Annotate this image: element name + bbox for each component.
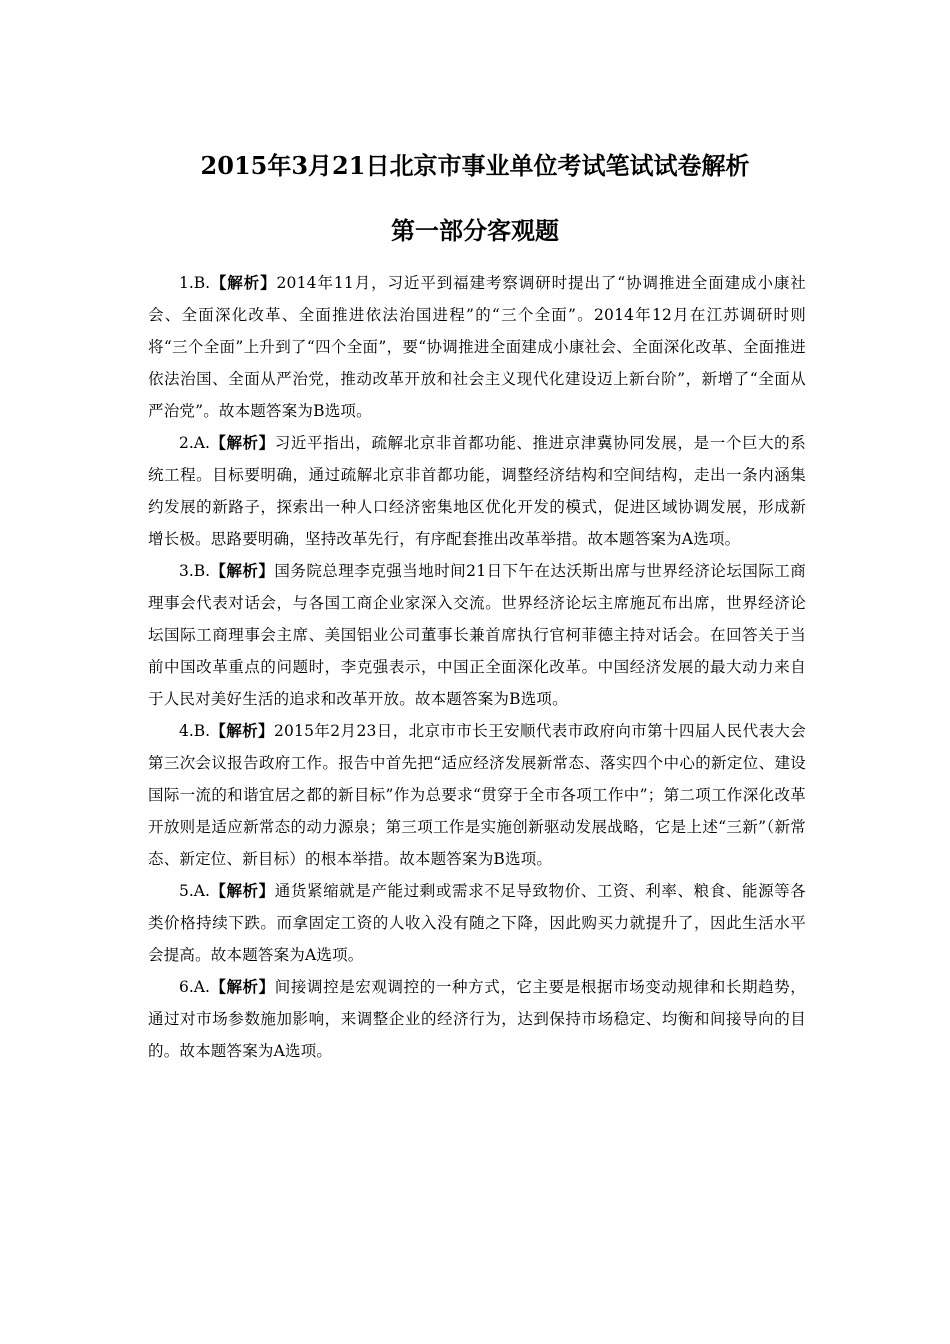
answer-text: 2014年11月，习近平到福建考察调研时提出了“协调推进全面建成小康社会、全面深化改革、全面推进依法治国进程”的“三个全面”。2014年12月在江苏调研时则将“三个全面”上升到了“四个全面”，要“协调推进全面建成小康社会、全面深化改革、全面推进依法治国、全面从严治党，推动改革开放和社会主义现代化建设迈上新台阶”，新增了“全面从严治党”。故本题答案为B选项。	[148, 274, 806, 420]
section-title: 第一部分客观题	[391, 216, 559, 245]
answer-text: 通货紧缩就是产能过剩或需求不足导致物价、工资、利率、粮食、能源等各类价格持续下跌。而拿固定工资的人收入没有随之下降，因此购买力就提升了，因此生活水平会提高。故本题答案为A选项。	[148, 882, 806, 964]
answer-text: 习近平指出，疏解北京非首都功能、推进京津冀协同发展，是一个巨大的系统工程。目标要明确，通过疏解北京非首都功能，调整经济结构和空间结构，走出一条内涵集约发展的新路子，探索出一种人口经济密集地区优化开发的模式，促进区域协调发展，形成新增长极。思路要明确，坚持改革先行，有序配套推出改革举措。故本题答案为A选项。	[148, 434, 806, 548]
answer-text: 2015年2月23日，北京市市长王安顺代表市政府向市第十四届人民代表大会第三次会议报告政府工作。报告中首先把“适应经济发展新常态、落实四个中心的新定位、建设国际一流的和谐宜居之都的新目标”作为总要求“贯穿于全市各项工作中”；第二项工作深化改革开放则是适应新常态的动力源泉；第三项工作是实施创新驱动发展战略，它是上述“三新”（新常态、新定位、新目标）的根本举措。故本题答案为B选项。	[148, 722, 806, 868]
document-title: 2015年3月21日北京市事业单位考试笔试试卷解析	[200, 151, 750, 180]
answer-item-2	[148, 427, 806, 555]
answer-item-5	[148, 875, 806, 971]
answer-item-4	[148, 715, 806, 875]
answer-number: 1.B.	[179, 274, 211, 292]
answer-number: 3.B.	[179, 562, 211, 580]
analysis-tag: 【解析】	[209, 881, 275, 900]
analysis-tag: 【解析】	[210, 721, 274, 740]
analysis-tag: 【解析】	[210, 561, 275, 580]
analysis-tag: 【解析】	[209, 433, 275, 452]
answer-item-1	[148, 267, 806, 427]
answer-number: 6.A.	[179, 978, 210, 996]
analysis-tag: 【解析】	[210, 273, 277, 292]
answer-item-6	[148, 971, 806, 1067]
answer-number: 4.B.	[179, 722, 211, 740]
answer-text: 国务院总理李克强当地时间21日下午在达沃斯出席与世界经济论坛国际工商理事会代表对话会，与各国工商企业家深入交流。世界经济论坛主席施瓦布出席，世界经济论坛国际工商理事会主席、美国铝业公司董事长兼首席执行官柯菲德主持对话会。在回答关于当前中国改革重点的问题时，李克强表示，中国正全面深化改革。中国经济发展的最大动力来自于人民对美好生活的追求和改革开放。故本题答案为B选项。	[148, 562, 806, 708]
answer-number: 2.A.	[179, 434, 210, 452]
analysis-tag: 【解析】	[209, 977, 275, 996]
answer-number: 5.A.	[179, 882, 210, 900]
answer-item-3	[148, 555, 806, 715]
answer-list	[148, 267, 806, 1067]
answer-text: 间接调控是宏观调控的一种方式，它主要是根据市场变动规律和长期趋势，通过对市场参数施加影响，来调整企业的经济行为，达到保持市场稳定、均衡和间接导向的目的。故本题答案为A选项。	[148, 978, 806, 1060]
